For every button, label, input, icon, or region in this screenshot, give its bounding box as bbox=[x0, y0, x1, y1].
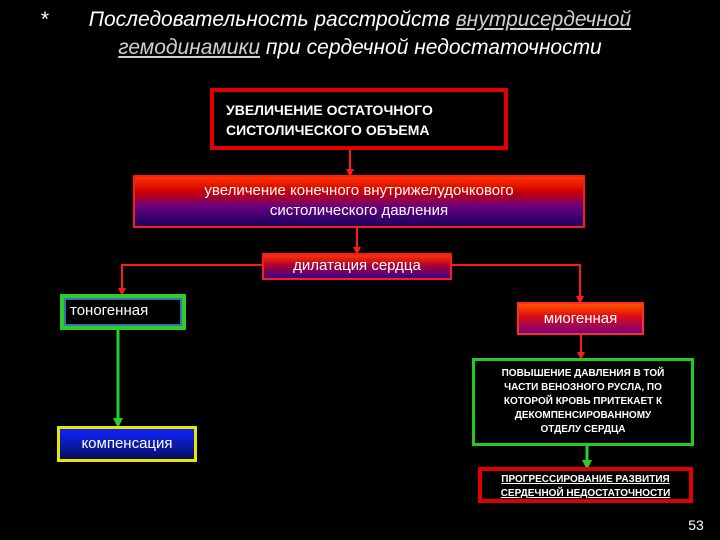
venous-line-5: ОТДЕЛУ СЕРДЦА bbox=[540, 424, 626, 435]
box-pressure-line-1: увеличение конечного внутрижелудочкового bbox=[204, 182, 514, 199]
box-myogenic: миогенная bbox=[517, 302, 644, 335]
title-star: * bbox=[40, 8, 49, 31]
page-number: 53 bbox=[688, 517, 704, 533]
venous-line-1: ПОВЫШЕНИЕ ДАВЛЕНИЯ В ТОЙ bbox=[501, 368, 665, 379]
arrow-dilatation-to-tonogenic bbox=[122, 265, 262, 292]
box-end-systolic-pressure bbox=[133, 175, 585, 228]
box-residual-line-1: УВЕЛИЧЕНИЕ ОСТАТОЧНОГО bbox=[226, 102, 433, 118]
box-progression bbox=[478, 467, 693, 503]
title-link-1[interactable]: внутрисердечной bbox=[455, 8, 632, 31]
box-tonogenic: тоногенная bbox=[60, 294, 186, 330]
venous-line-4: ДЕКОМПЕНСИРОВАННОМУ bbox=[514, 410, 652, 421]
box-pressure-line-2: систолического давления bbox=[269, 202, 449, 219]
title-part-1: Последовательность расстройств bbox=[88, 8, 456, 31]
progression-line-2: СЕРДЕЧНОЙ НЕДОСТАТОЧНОСТИ bbox=[500, 488, 671, 499]
box-dilatation: дилатация сердца bbox=[262, 253, 452, 280]
title-link-2[interactable]: гемодинамики bbox=[118, 36, 261, 59]
box-compensation: компенсация bbox=[57, 426, 197, 462]
box-residual-line-2: СИСТОЛИЧЕСКОГО ОБЪЕМА bbox=[226, 122, 430, 138]
arrow-dilatation-to-myogenic bbox=[452, 265, 580, 300]
venous-line-2: ЧАСТИ ВЕНОЗНОГО РУСЛА, ПО bbox=[504, 382, 662, 393]
progression-line-1: ПРОГРЕССИРОВАНИЕ РАЗВИТИЯ bbox=[501, 474, 670, 485]
title-part-2: при сердечной недостаточности bbox=[260, 36, 602, 59]
box-residual-systolic-volume bbox=[210, 88, 508, 150]
venous-line-3: КОТОРОЙ КРОВЬ ПРИТЕКАЕТ К bbox=[503, 396, 663, 407]
box-venous-pressure bbox=[472, 358, 694, 446]
